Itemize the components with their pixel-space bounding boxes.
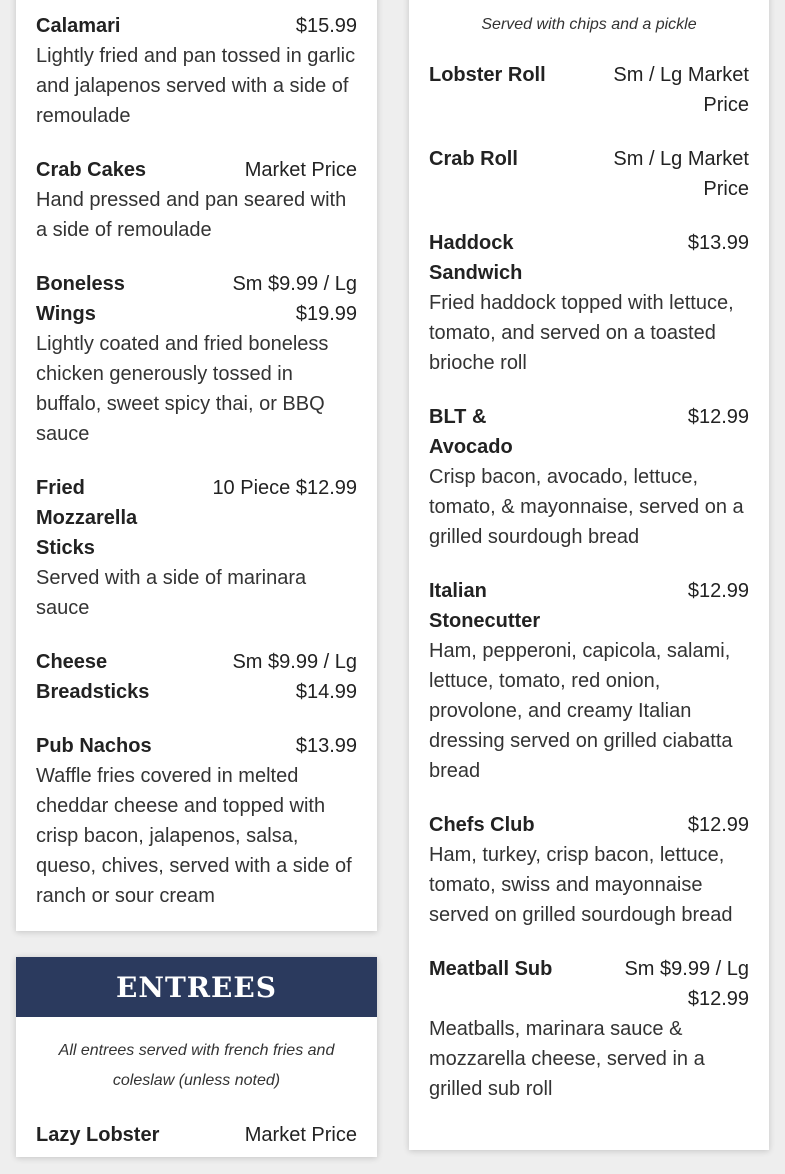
item-description: Fried haddock topped with lettuce, tomato, and served on a toasted brioche roll — [429, 292, 734, 374]
menu-item-calamari — [36, 11, 357, 131]
item-price: $12.99 — [687, 580, 749, 602]
menu-item-lobster-roll — [429, 60, 749, 120]
menu-item-cheese-breadsticks — [36, 647, 357, 707]
item-description: Meatballs, marinara sauce & mozzarella cheese, served in a grilled sub roll — [429, 1018, 705, 1100]
sandwiches-card — [409, 0, 769, 1150]
menu-item-haddock-sandwich — [429, 228, 749, 378]
item-price: $13.99 — [295, 735, 357, 757]
section-title-entrees: ENTREES — [16, 957, 377, 1017]
item-price: Sm / Lg Market Price — [613, 148, 749, 200]
item-price: Sm $9.99 / Lg $12.99 — [624, 958, 749, 1010]
section-note: All entrees served with french fries and coleslaw (unless noted) — [58, 1042, 335, 1089]
item-name: Meatball Sub — [429, 958, 553, 980]
menu-item-lazy-lobster — [36, 1120, 357, 1150]
item-description: Ham, turkey, crisp bacon, lettuce, tomato, swiss and mayonnaise served on grilled sourdough bread — [429, 844, 733, 926]
item-price: Market Price — [244, 159, 357, 181]
menu-item-meatball-sub — [429, 954, 749, 1104]
item-description: Lightly coated and fried boneless chicken generously tossed in buffalo, sweet spicy thai, or BBQ sauce — [36, 333, 329, 445]
menu-item-crab-cakes — [36, 155, 357, 245]
menu-item-boneless-wings — [36, 269, 357, 449]
sandwiches-list — [429, 10, 749, 1128]
item-description: Lightly fried and pan tossed in garlic and jalapenos served with a side of remoulade — [36, 45, 356, 127]
item-description: Ham, pepperoni, capicola, salami, lettuce, tomato, red onion, provolone, and creamy Italian dressing served on grilled ciabatta bread — [429, 640, 733, 782]
menu-item-chefs-club — [429, 810, 749, 930]
item-price: Sm $9.99 / Lg $14.99 — [232, 651, 357, 703]
appetizers-card — [16, 0, 377, 931]
entrees-list — [36, 1036, 357, 1174]
item-description: Crisp bacon, avocado, lettuce, tomato, & mayonnaise, served on a grilled sourdough bread — [429, 466, 744, 548]
section-note: Served with chips and a pickle — [481, 16, 697, 33]
item-name: Calamari — [36, 15, 121, 37]
item-name: Lazy Lobster — [36, 1124, 160, 1146]
item-price: $15.99 — [295, 15, 357, 37]
item-name: Pub Nachos — [36, 735, 152, 757]
item-price: Sm / Lg Market Price — [613, 64, 749, 116]
item-price: 10 Piece $12.99 — [212, 477, 357, 499]
item-price: Market Price — [244, 1124, 357, 1146]
menu-item-pub-nachos — [36, 731, 357, 911]
item-name: Fried Mozzarella Sticks — [36, 477, 138, 559]
item-name: Italian Stonecutter — [429, 580, 541, 632]
item-description: Waffle fries covered in melted cheddar cheese and topped with crisp bacon, jalapenos, salsa, queso, chives, served with a side of ranch or sour cream — [36, 765, 352, 907]
menu-item-fried-mozzarella-sticks — [36, 473, 357, 623]
entrees-card — [16, 957, 377, 1157]
menu-item-crab-roll — [429, 144, 749, 204]
menu-item-italian-stonecutter — [429, 576, 749, 786]
item-name: BLT & Avocado — [429, 406, 513, 458]
menu-item-blt-avocado — [429, 402, 749, 552]
item-price: $13.99 — [687, 232, 749, 254]
item-description: Served with a side of marinara sauce — [36, 567, 307, 619]
item-name: Chefs Club — [429, 814, 535, 836]
item-price: $12.99 — [687, 406, 749, 428]
item-name: Crab Cakes — [36, 159, 147, 181]
item-price: Sm $9.99 / Lg $19.99 — [232, 273, 357, 325]
item-name: Cheese Breadsticks — [36, 651, 150, 703]
item-name: Lobster Roll — [429, 64, 546, 86]
item-price: $12.99 — [687, 814, 749, 836]
item-name: Crab Roll — [429, 148, 518, 170]
appetizers-list — [36, 11, 357, 935]
item-name: Haddock Sandwich — [429, 232, 523, 284]
item-description: Hand pressed and pan seared with a side of remoulade — [36, 189, 347, 241]
item-name: Boneless Wings — [36, 273, 125, 325]
